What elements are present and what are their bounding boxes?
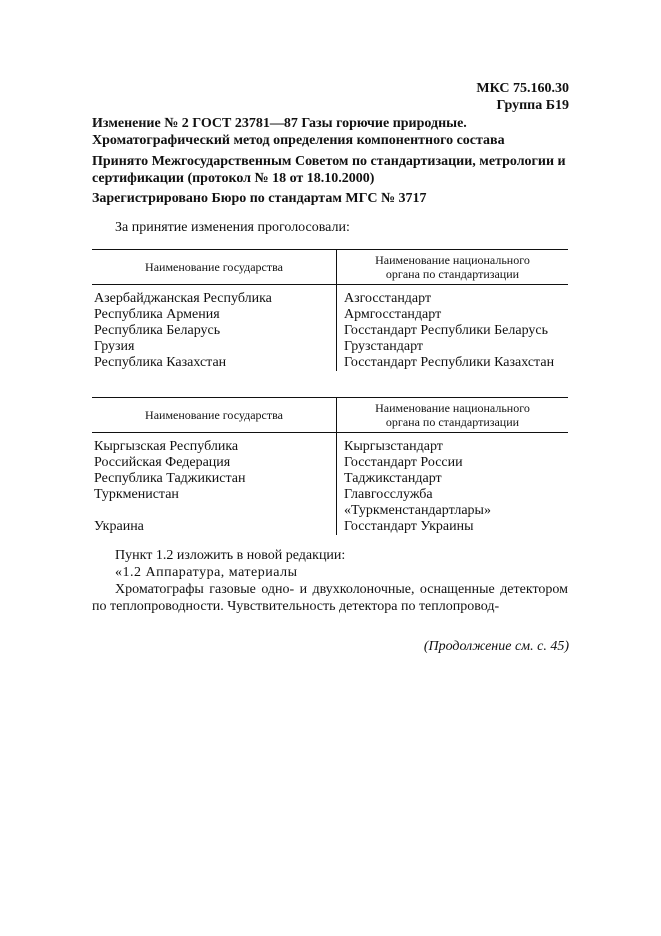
classification-codes [476, 80, 569, 114]
column-header-body-line1: Наименование национального [375, 401, 530, 415]
column-header-state: Наименование государства [92, 250, 337, 285]
state-cell: Азербайджанская Республика [92, 285, 337, 308]
table-row [92, 307, 568, 323]
registration-statement: Зарегистрировано Бюро по стандартам МГС № 3717 [92, 191, 427, 206]
table-row [92, 455, 568, 471]
body-cell: Армгосстандарт [344, 307, 442, 322]
table-row [92, 471, 568, 487]
state-cell: Российская Федерация [92, 455, 337, 471]
state-cell: Республика Армения [92, 307, 337, 323]
clause-heading: «1.2 Аппаратура, материалы [115, 565, 298, 580]
state-cell: Грузия [92, 339, 337, 355]
body-cell: Госстандарт России [344, 455, 463, 470]
body-cell: Главгосслужба «Туркменстандартлары» [344, 487, 491, 518]
state-cell: Республика Казахстан [92, 355, 337, 371]
body-cell: Азгосстандарт [344, 291, 432, 306]
table-row [92, 339, 568, 355]
voting-intro: За принятие изменения проголосовали: [115, 220, 350, 235]
voting-table-2 [92, 397, 568, 535]
table-header-row [92, 398, 568, 433]
table-row [92, 323, 568, 339]
table-row [92, 355, 568, 371]
body-cell: Кыргызстандарт [344, 439, 443, 454]
amendment-title: Изменение № 2 ГОСТ 23781—87 Газы горючие природные. Хроматографический метод определения компонентного состава [92, 116, 505, 148]
adoption-statement: Принято Межгосударственным Советом по стандартизации, метрологии и сертификации (протокол № 18 от 18.10.2000) [92, 154, 566, 186]
table-row [92, 433, 568, 456]
voting-table-1 [92, 249, 568, 371]
column-header-body-line2: органа по стандартизации [385, 267, 520, 281]
instruction-paragraph: Пункт 1.2 изложить в новой редакции: [115, 548, 346, 563]
table-row [92, 285, 568, 308]
state-cell: Республика Таджикистан [92, 471, 337, 487]
state-cell: Республика Беларусь [92, 323, 337, 339]
clause-text: Хроматографы газовые одно- и двухколоночные, оснащенные детектором по теплопроводности. Чувствительность детектора по теплопровод- [92, 582, 568, 614]
table-header-row [92, 250, 568, 285]
column-header-state: Наименование государства [92, 398, 337, 433]
continuation-note: (Продолжение см. с. 45) [423, 639, 569, 654]
state-cell: Украина [92, 519, 337, 535]
body-cell: Госстандарт Республики Казахстан [344, 355, 555, 370]
column-header-body [337, 398, 569, 433]
body-cell: Госстандарт Республики Беларусь [344, 323, 549, 338]
body-cell: Грузстандарт [344, 339, 424, 354]
table-row [92, 519, 568, 535]
group-code: Группа Б19 [496, 98, 569, 113]
mks-code: МКС 75.160.30 [476, 81, 569, 96]
state-cell: Кыргызская Республика [92, 433, 337, 456]
table-row [92, 487, 568, 519]
column-header-body [337, 250, 569, 285]
body-cell: Таджикстандарт [344, 471, 442, 486]
state-cell: Туркменистан [92, 487, 337, 519]
column-header-body-line2: органа по стандартизации [385, 415, 520, 429]
body-cell: Госстандарт Украины [344, 519, 474, 534]
column-header-body-line1: Наименование национального [375, 253, 530, 267]
